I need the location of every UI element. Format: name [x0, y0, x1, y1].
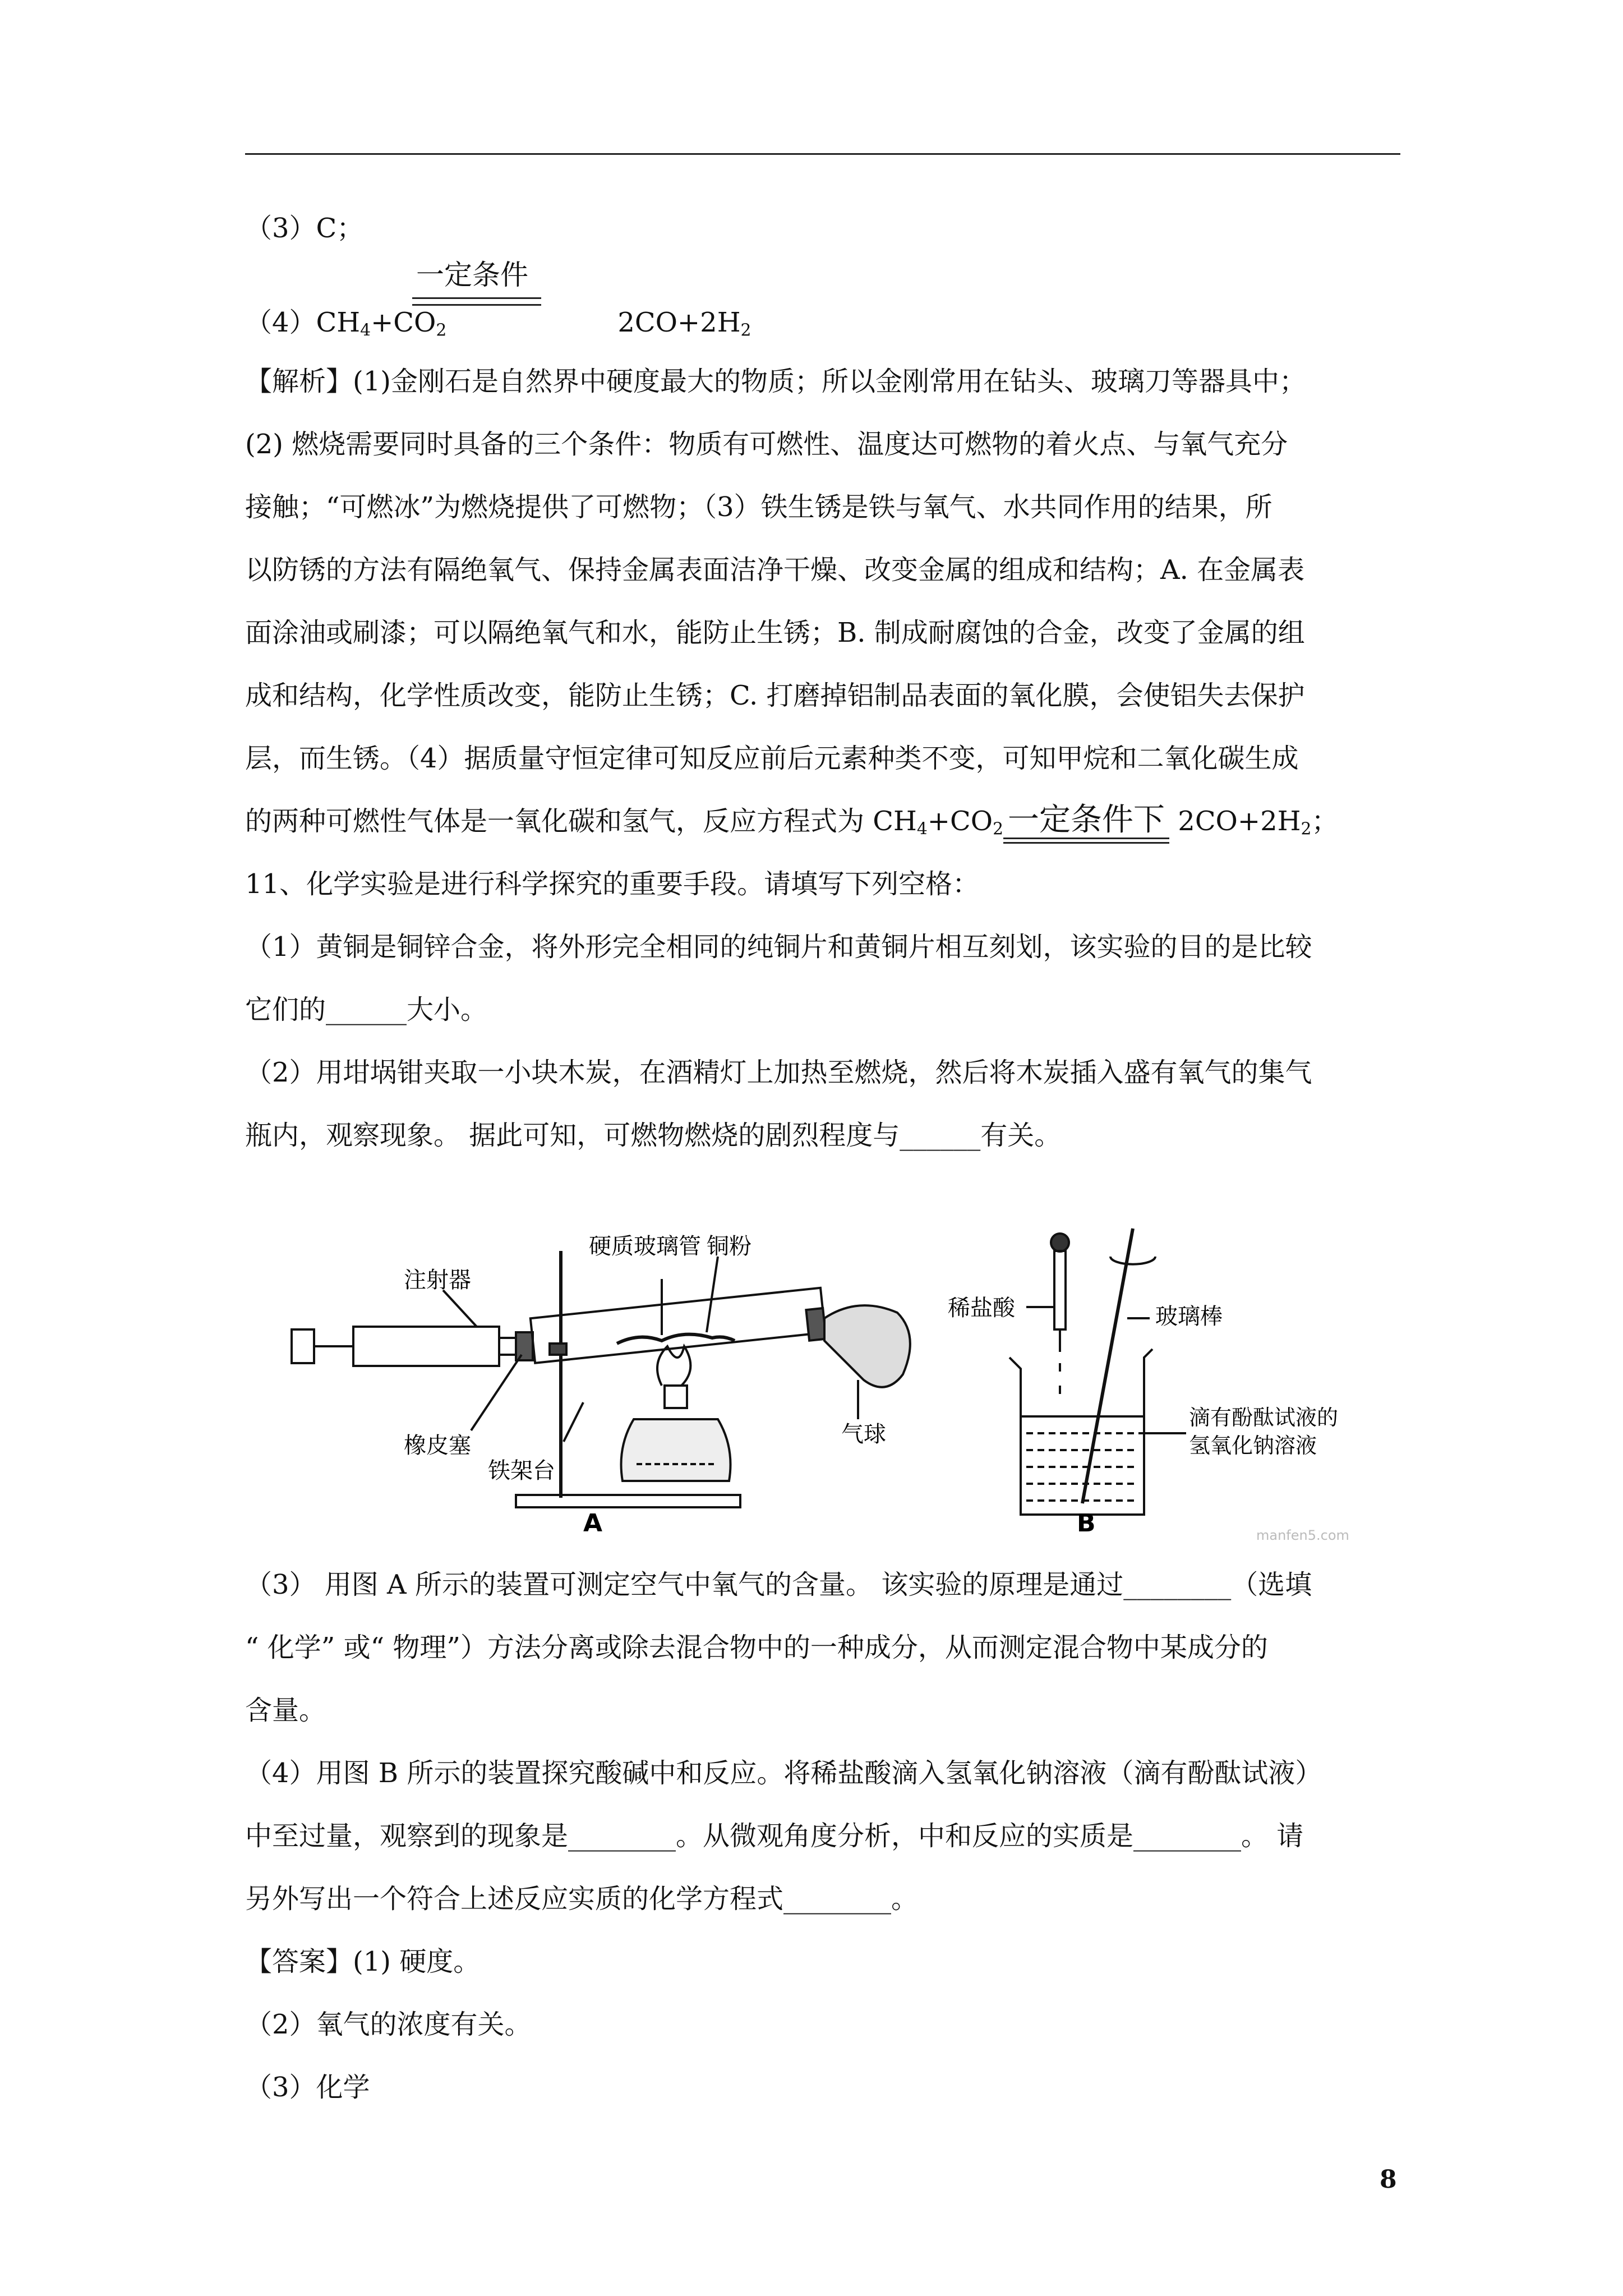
subscript: 2 — [740, 320, 751, 341]
answer-3-chem: （3）化学 — [245, 2072, 370, 2103]
label-iron-stand: 铁架台 — [488, 1458, 555, 1484]
equation-arrow-line-1 — [412, 297, 541, 299]
figure-b-apparatus — [942, 1217, 1424, 1543]
label-balloon: 气球 — [841, 1421, 886, 1447]
question-11-part-3-a: （3） 用图 A 所示的装置可测定空气中氧气的含量。 该实验的原理是通过________（选填 — [245, 1569, 1312, 1600]
iron-stand-base — [516, 1495, 740, 1507]
subscript: 4 — [916, 819, 928, 839]
label-solution-line-1: 滴有酚酞试液的 — [1189, 1405, 1339, 1430]
analysis-line-7: 层，而生锈。（4）据质量守恒定律可知反应前后元素种类不变，可知甲烷和二氧化碳生成 — [245, 743, 1299, 774]
question-11-part-1-b: 它们的______大小。 — [245, 994, 488, 1025]
analysis-line-6: 成和结构，化学性质改变，能防止生锈；C. 打磨掉铝制品表面的氧化膜，会使铝失去保护 — [245, 680, 1305, 711]
question-11-part-2-a: （2）用坩埚钳夹取一小块木炭，在酒精灯上加热至燃烧，然后将木炭插入盛有氧气的集气 — [245, 1057, 1312, 1088]
label-hard-glass-tube: 硬质玻璃管 — [589, 1234, 701, 1259]
question-11-part-4-c: 另外写出一个符合上述反应实质的化学方程式________。 — [245, 1883, 919, 1915]
equation-reactant-co2: +CO — [371, 307, 436, 338]
question-11-title: 11、化学实验是进行科学探究的重要手段。请填写下列空格： — [245, 868, 980, 900]
question-11-part-3-b: “ 化学” 或“ 物理”）方法分离或除去混合物中的一种成分，从而测定混合物中某成分的 — [245, 1632, 1268, 1663]
analysis-line-4: 以防锈的方法有隔绝氧气、保持金属表面洁净干燥、改变金属的组成和结构；A. 在金属表 — [245, 554, 1305, 586]
question-11-part-4-b: 中至过量，观察到的现象是________。从微观角度分析，中和反应的实质是________。 请 — [245, 1820, 1304, 1852]
equation-products: 2CO+2H — [617, 307, 741, 338]
alcohol-lamp — [621, 1419, 731, 1481]
subscript: 2 — [436, 320, 447, 341]
figure-a-caption: A — [583, 1509, 603, 1538]
reaction-condition: 一定条件 — [416, 259, 528, 291]
balloon-shape — [824, 1305, 910, 1387]
question-11-part-2-b: 瓶内，观察现象。 据此可知，可燃物燃烧的剧烈程度与______有关。 — [245, 1120, 1062, 1151]
answer-2: （2）氧气的浓度有关。 — [245, 2009, 532, 2040]
header-rule — [245, 153, 1400, 155]
analysis-line-8: 的两种可燃性气体是一氧化碳和氢气，反应方程式为 $CH_4+CO_2$ 一定条件下 $2CO+2H_2$； — [245, 802, 1338, 849]
subscript: 2 — [1301, 819, 1312, 839]
flame — [657, 1346, 690, 1386]
glass-rod — [1082, 1228, 1133, 1503]
stir-arrow — [1110, 1257, 1155, 1264]
subscript: 2 — [993, 819, 1004, 839]
label-dilute-hcl: 稀盐酸 — [948, 1295, 1015, 1321]
equation-reactant-ch4: （4）CH — [245, 307, 361, 338]
label-solution-line-2: 氢氧化钠溶液 — [1189, 1433, 1317, 1458]
answer-4-equation — [245, 303, 751, 350]
label-rubber-stopper: 橡皮塞 — [404, 1433, 471, 1458]
watermark: manfen5.com — [1256, 1527, 1349, 1543]
analysis-line-5: 面涂油或刷漆；可以隔绝氧气和水，能防止生锈；B. 制成耐腐蚀的合金，改变了金属的组 — [245, 617, 1305, 648]
beaker — [1009, 1349, 1152, 1515]
figure-a-apparatus — [269, 1217, 909, 1538]
label-copper-powder: 铜粉 — [707, 1234, 751, 1259]
question-11-part-1-a: （1）黄铜是铜锌合金，将外形完全相同的纯铜片和黄铜片相互刻划，该实验的目的是比较 — [245, 931, 1312, 963]
page-number: 8 — [1380, 2165, 1397, 2194]
figure-b-caption: B — [1077, 1509, 1096, 1538]
hard-glass-tube — [531, 1288, 826, 1363]
syringe-plunger-end — [292, 1329, 314, 1363]
answer-header-1: 【答案】(1) 硬度。 — [245, 1946, 481, 1977]
inline-reaction-condition: 一定条件下 — [1003, 804, 1169, 836]
analysis-line-2: (2) 燃烧需要同时具备的三个条件：物质有可燃性、温度达可燃物的着火点、与氧气充分 — [245, 429, 1288, 460]
question-11-part-3-c: 含量。 — [245, 1695, 326, 1726]
label-syringe: 注射器 — [404, 1267, 471, 1293]
syringe-barrel — [353, 1327, 499, 1366]
answer-3: （3）C； — [245, 213, 364, 244]
question-11-part-4-a: （4）用图 B 所示的装置探究酸碱中和反应。将稀盐酸滴入氢氧化钠溶液（滴有酚酞试液） — [245, 1757, 1322, 1789]
subscript: 4 — [360, 320, 371, 341]
label-glass-rod: 玻璃棒 — [1155, 1304, 1223, 1329]
analysis-line-3: 接触；“可燃冰”为燃烧提供了可燃物；（3）铁生锈是铁与氧气、水共同作用的结果，所 — [245, 491, 1272, 523]
analysis-line-1: 【解析】(1)金刚石是自然界中硬度最大的物质；所以金刚常用在钻头、玻璃刀等器具中； — [245, 366, 1306, 397]
dropper — [1054, 1251, 1066, 1329]
